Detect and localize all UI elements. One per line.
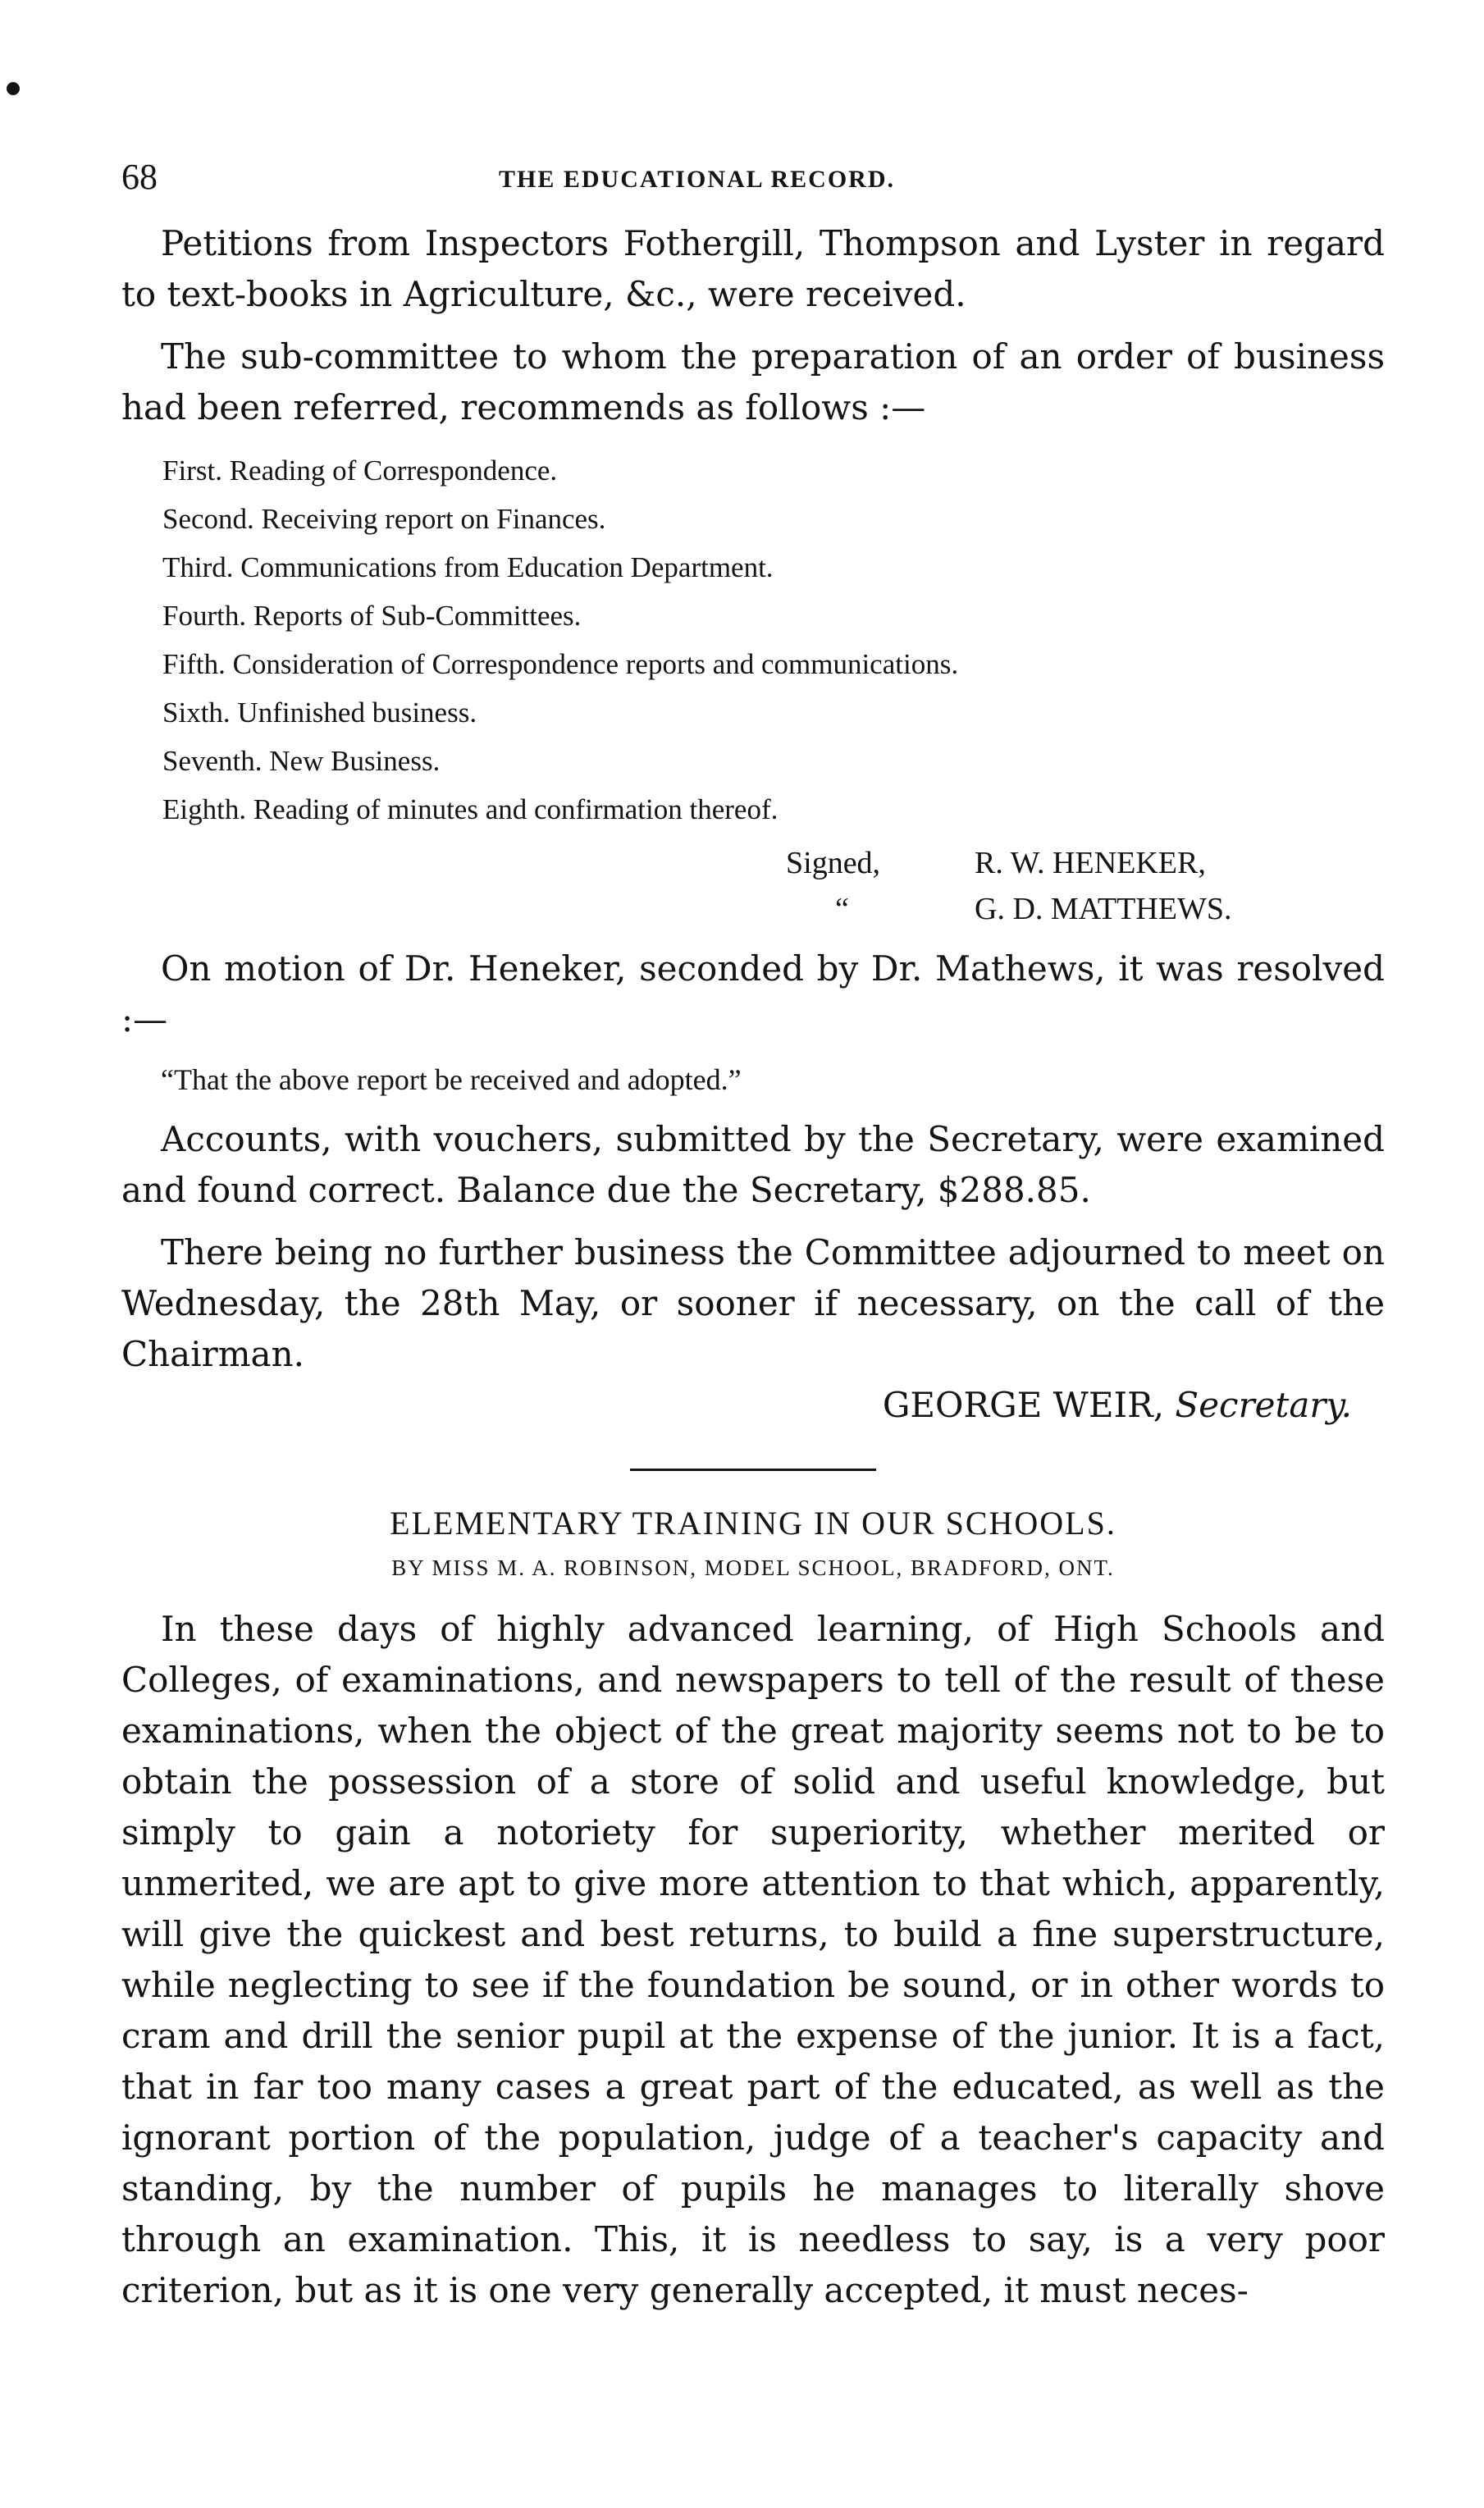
resolution-quote: “That the above report be received and adopted.”: [161, 1063, 742, 1096]
list-item: First. Reading of Correspondence.: [162, 455, 558, 487]
adjournment-paragraph: There being no further business the Committee adjourned to meet on Wednesday, the 28th May, or sooner if necessary, on the call of the Chairman.: [121, 1232, 1385, 1374]
list-item: Seventh. New Business.: [162, 745, 441, 777]
accounts-paragraph: Accounts, with vouchers, submitted by the Secretary, were examined and found correct. Balance due the Secretary, $288.85.: [121, 1119, 1385, 1210]
signatory-name: R. W. HENEKER,: [975, 846, 1206, 880]
list-item: Second. Receiving report on Finances.: [162, 503, 606, 535]
signatory-name: G. D. MATTHEWS.: [975, 892, 1232, 926]
section-divider: [630, 1469, 876, 1471]
list-item: Sixth. Unfinished business.: [162, 697, 477, 729]
margin-ink-dot: [7, 82, 20, 95]
list-item: Fourth. Reports of Sub-Committees.: [162, 600, 582, 632]
petitions-paragraph: Petitions from Inspectors Fothergill, Thompson and Lyster in regard to text-books in Agriculture, &c., were received.: [121, 223, 1385, 314]
signature-row: [786, 840, 1360, 886]
signature-row: [786, 886, 1360, 932]
running-head: [121, 156, 1385, 205]
secretary-title: Secretary.: [1175, 1385, 1352, 1425]
list-item: Eighth. Reading of minutes and confirmation thereof.: [162, 793, 779, 825]
article-byline: BY MISS M. A. ROBINSON, MODEL SCHOOL, BRADFORD, ONT.: [391, 1556, 1115, 1580]
journal-title: THE EDUCATIONAL RECORD.: [499, 166, 896, 193]
signatures-block: [786, 840, 1360, 932]
page: [121, 156, 1385, 2316]
order-of-business-list: [162, 446, 1385, 834]
motion-paragraph: On motion of Dr. Heneker, seconded by Dr. Mathews, it was resolved :—: [121, 948, 1385, 1039]
subcommittee-paragraph: The sub-committee to whom the preparation of an order of business had been referred, recommends as follows :—: [121, 336, 1385, 427]
ditto-mark: “: [835, 892, 849, 926]
page-number: 68: [121, 157, 158, 197]
secretary-signature: [121, 1380, 1385, 1431]
signed-label: Signed,: [786, 846, 881, 880]
article-title: ELEMENTARY TRAINING IN OUR SCHOOLS.: [390, 1505, 1116, 1542]
list-item: Fifth. Consideration of Correspondence reports and communications.: [162, 648, 959, 680]
article-paragraph: In these days of highly advanced learning, of High Schools and Colleges, of examinations, and newspapers to tell of the result of these examinations, when the object of the great majority seems not to be to obtain the possession of a store of solid and useful knowledge, but simply to gain a notoriety for superiority, whether merited or unmerited, we are apt to give more attention to that which, apparently, will give the quickest and best returns, to build a fine superstructure, while neglecting to see if the foundation be sound, or in other words to cram and drill the senior pupil at the expense of the junior. It is a fact, that in far too many cases a great part of the educated, as well as the ignorant portion of the population, judge of a teacher's capacity and standing, by the number of pupils he manages to literally shove through an examination. This, it is needless to say, is a very poor criterion, but as it is one very generally accepted, it must neces-: [121, 1609, 1385, 2310]
secretary-name: GEORGE WEIR,: [882, 1385, 1165, 1425]
list-item: Third. Communications from Education Department.: [162, 551, 774, 583]
